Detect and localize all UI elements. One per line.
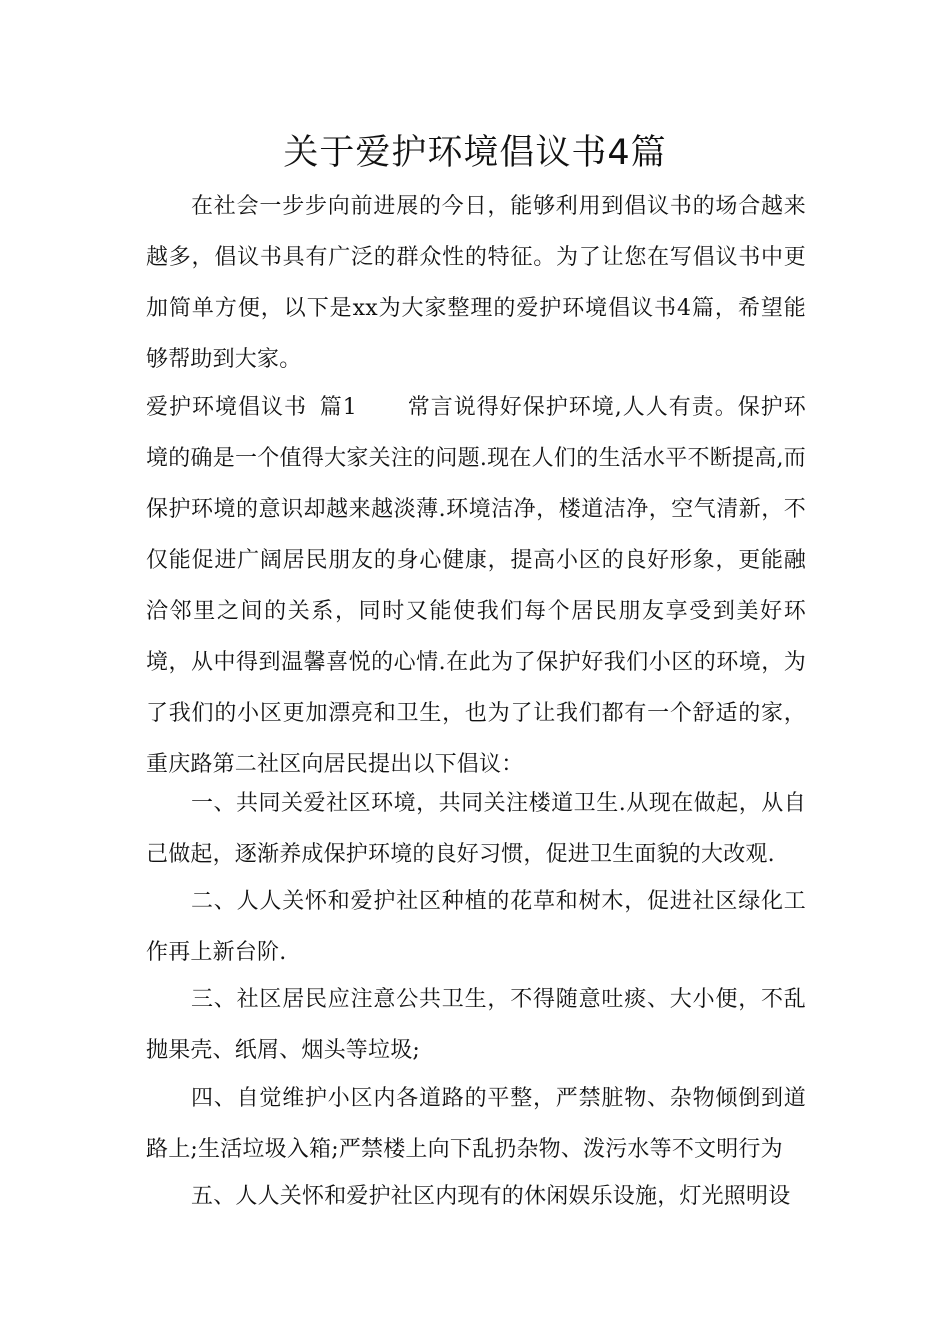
section-number: 篇1 [319, 395, 357, 420]
proposal-item-1: 一、共同关爱社区环境，共同关注楼道卫生.从现在做起，从自己做起，逐渐养成保护环境的良好习惯，促进卫生面貌的大改观. [146, 791, 806, 867]
proposal-item-4: 四、自觉维护小区内各道路的平整，严禁脏物、杂物倾倒到道路上;生活垃圾入箱;严禁楼上向下乱扔杂物、泼污水等不文明行为 [146, 1086, 806, 1162]
proposal-item-5: 五、人人关怀和爱护社区内现有的休闲娱乐设施，灯光照明设 [191, 1184, 791, 1209]
proposal-item-3: 三、社区居民应注意公共卫生，不得随意吐痰、大小便，不乱抛果壳、纸屑、烟头等垃圾; [146, 987, 806, 1063]
section-heading: 爱护环境倡议书 [146, 395, 307, 420]
section-1-body: 常言说得好保护环境,人人有责。保护环境的确是一个值得大家关注的问题.现在人们的生活水平不断提高,而保护环境的意识却越来越淡薄.环境洁净，楼道洁净，空气清新，不仅能促进广阔居民朋友的身心健康，提高小区的良好形象，更能融洽邻里之间的关系，同时又能使我们每个居民朋友享受到美好环境，从中得到温馨喜悦的心情.在此为了保护好我们小区的环境，为了我们的小区更加漂亮和卫生，也为了让我们都有一个舒适的家，重庆路第二社区向居民提出以下倡议： [146, 395, 806, 777]
proposal-item-2: 二、人人关怀和爱护社区种植的花草和树木，促进社区绿化工作再上新台阶. [146, 889, 806, 965]
intro-paragraph: 在社会一步步向前进展的今日，能够利用到倡议书的场合越来越多，倡议书具有广泛的群众性的特征。为了让您在写倡议书中更加简单方便，以下是xx为大家整理的爱护环境倡议书4篇，希望能够帮助到大家。 [146, 194, 806, 372]
section-1-paragraph [146, 382, 806, 790]
document-title: 关于爱护环境倡议书4篇 [283, 133, 667, 173]
